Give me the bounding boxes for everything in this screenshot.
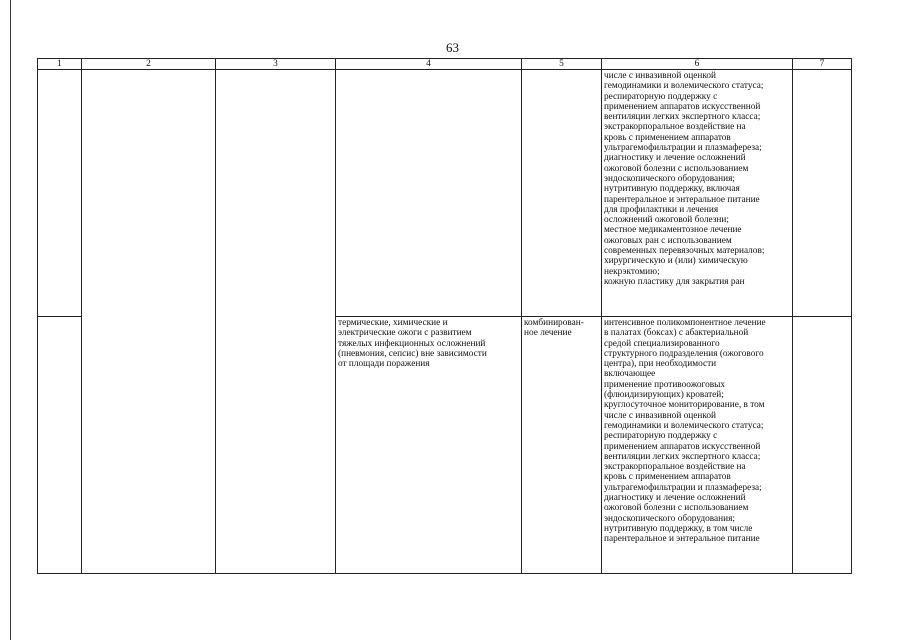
- cell-text-line: кровь с применением аппаратов: [604, 132, 731, 143]
- cell-text-line: ное лечение: [524, 328, 572, 339]
- table-cell-col7: [793, 317, 852, 574]
- cell-text-line: (флюидизирующих) кроватей;: [604, 390, 724, 401]
- cell-text-line: нутритивную поддержку, в том числе: [604, 523, 753, 534]
- table-cell-diagnosis: [336, 317, 522, 574]
- cell-text-line: нутритивную поддержку, включая: [604, 184, 740, 195]
- cell-text-line: кровь с применением аппаратов: [604, 472, 731, 483]
- cell-text-line: некрэктомию;: [604, 266, 660, 277]
- cell-text-line: гемодинамики и волемического статуса;: [604, 81, 764, 92]
- cell-text-line: числе с инвазивной оценкой: [604, 71, 717, 81]
- cell-text-line: хирургическую и (или) химическую: [604, 256, 748, 267]
- cell-text-line: от площади поражения: [338, 359, 430, 370]
- cell-text-line: гемодинамики и волемического статуса;: [604, 420, 764, 431]
- table-cell-col1: [38, 70, 82, 317]
- cell-text-line: диагностику и лечение осложнений: [604, 493, 746, 504]
- cell-text-line: числе с инвазивной оценкой: [604, 410, 717, 421]
- cell-text-line: структурного подразделения (ожогового: [604, 348, 764, 359]
- table-cell-col2: [82, 70, 216, 574]
- table-cell-treatment: [602, 317, 793, 574]
- cell-text-line: осложнений ожоговой болезни;: [604, 215, 729, 226]
- cell-text-line: применением аппаратов искусственной: [604, 101, 761, 112]
- column-header-3: 3: [216, 59, 336, 70]
- table-row: [38, 70, 852, 317]
- cell-text-line: для профилактики и лечения: [604, 204, 719, 215]
- cell-text-line: комбинирован-: [524, 318, 584, 328]
- cell-text-line: эндоскопического оборудования;: [604, 513, 735, 524]
- cell-text-line: в палатах (боксах) с абактериальной: [604, 328, 749, 339]
- table-cell-col7: [793, 70, 852, 317]
- table-cell-col5: [522, 70, 602, 317]
- cell-text-line: вентиляции легких экспертного класса;: [604, 112, 761, 123]
- page-binding-line: [10, 0, 11, 640]
- table-cell-treatment-type: [522, 317, 602, 574]
- cell-text-line: кожную пластику для закрытия ран: [604, 276, 745, 287]
- cell-text-line: парентеральное и энтеральное питание: [604, 534, 760, 545]
- cell-text-line: применением аппаратов искусственной: [604, 441, 761, 452]
- column-header-4: 4: [336, 59, 522, 70]
- table-cell-col4: [336, 70, 522, 317]
- cell-text-line: вентиляции легких экспертного класса;: [604, 451, 761, 462]
- column-header-2: 2: [82, 59, 216, 70]
- cell-text-line: ожоговых ран с использованием: [604, 235, 732, 246]
- table-cell-treatment: [602, 70, 793, 317]
- cell-text-line: респираторную поддержку с: [604, 431, 718, 442]
- cell-text-line: средой специализированного: [604, 338, 720, 349]
- cell-text-line: экстракорпоральное воздействие на: [604, 462, 746, 473]
- cell-text-line: эндоскопического оборудования;: [604, 173, 735, 184]
- cell-text-line: диагностику и лечение осложнений: [604, 153, 746, 164]
- cell-text-line: экстракорпоральное воздействие на: [604, 122, 746, 133]
- cell-text-line: тяжелых инфекционных осложнений: [338, 338, 486, 349]
- cell-text-line: ультрагемофильтрации и плазмафереза;: [604, 143, 762, 154]
- cell-text-line: включающее: [604, 369, 656, 380]
- cell-text-line: центра), при необходимости: [604, 359, 717, 370]
- cell-text-line: респираторную поддержку с: [604, 91, 718, 102]
- column-header-1: 1: [38, 59, 82, 70]
- cell-text-line: (пневмония, сепсис) вне зависимости: [338, 348, 487, 359]
- page-number: 63: [446, 40, 459, 55]
- cell-text-line: ожоговой болезни с использованием: [604, 503, 749, 514]
- cell-text-line: интенсивное поликомпонентное лечение: [604, 318, 766, 328]
- column-number-row: [38, 59, 852, 70]
- table-cell-col1: [38, 317, 82, 574]
- cell-text-line: применение противоожоговых: [604, 379, 726, 390]
- column-header-5: 5: [522, 59, 602, 70]
- cell-text-line: ультрагемофильтрации и плазмафереза;: [604, 482, 762, 493]
- cell-text-line: электрические ожоги с развитием: [338, 328, 472, 339]
- medical-care-table: [37, 58, 852, 574]
- cell-text-line: современных перевязочных материалов;: [604, 246, 765, 257]
- table-cell-col3: [216, 70, 336, 574]
- column-header-7: 7: [793, 59, 852, 70]
- cell-text-line: парентеральное и энтеральное питание: [604, 194, 760, 205]
- cell-text-line: местное медикаментозное лечение: [604, 225, 742, 236]
- cell-text-line: круглосуточное мониторирование, в том: [604, 400, 765, 411]
- cell-text-line: термические, химические и: [338, 318, 448, 328]
- column-header-6: 6: [602, 59, 793, 70]
- cell-text-line: ожоговой болезни с использованием: [604, 163, 749, 174]
